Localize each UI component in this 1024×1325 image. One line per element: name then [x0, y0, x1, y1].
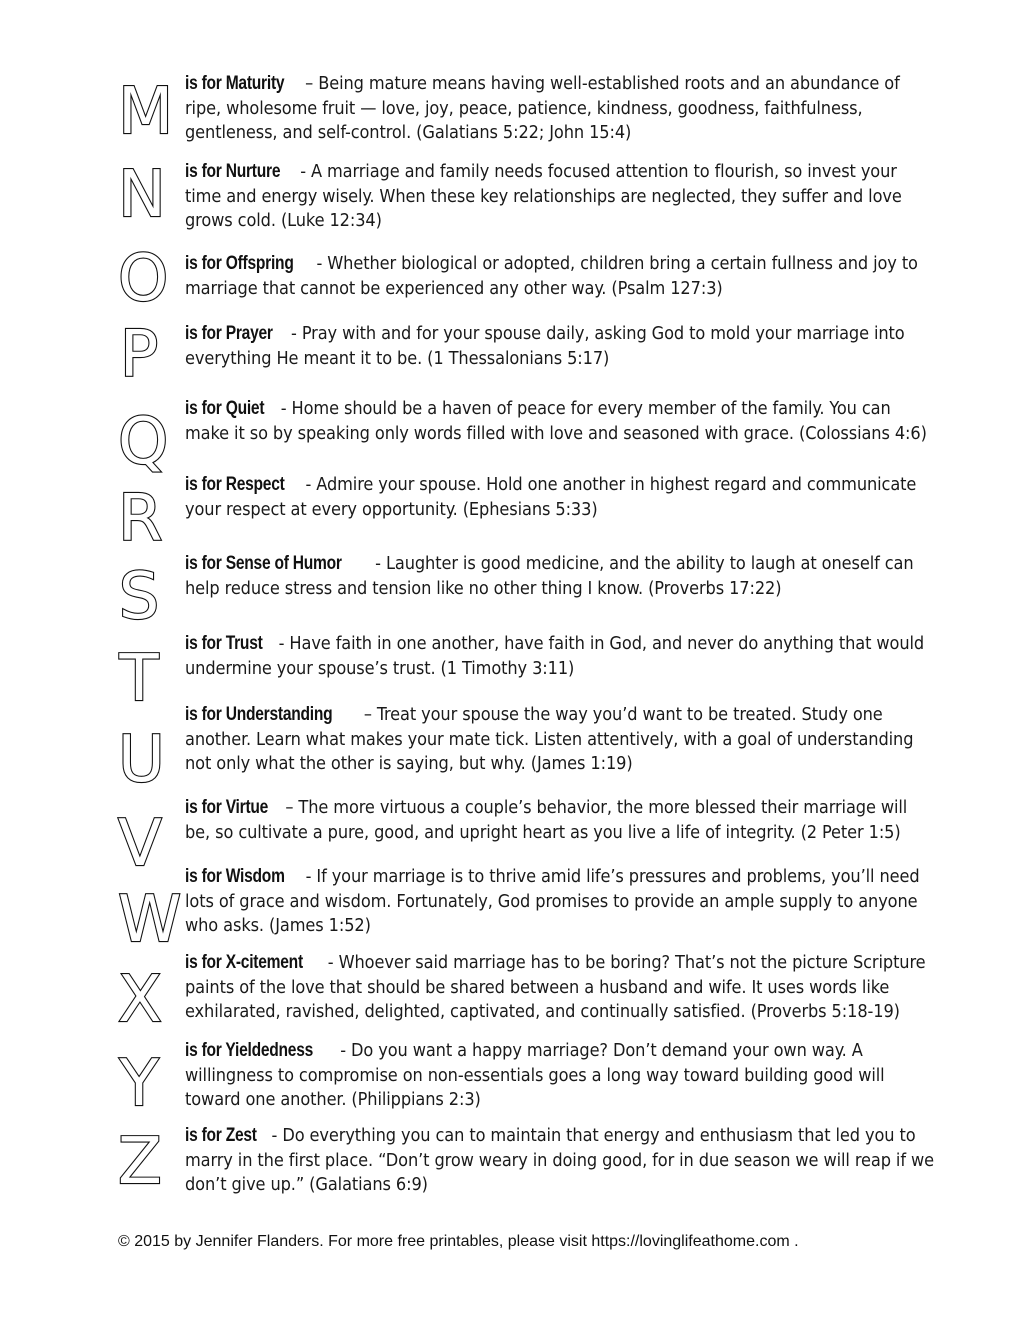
- entry-heading: is for Prayer: [185, 323, 273, 344]
- entry-separator: -: [286, 323, 302, 344]
- entry-text: [185, 865, 935, 939]
- entry-body: Whoever said marriage has to be boring? That’s not the picture Scripture paints of the love that should be shared between a husband and wife. It uses words like exhilarated, ravished, delighted, captivated, and continually satisfied. (Proverbs 5:18-19): [185, 952, 926, 1022]
- entry-body: Whether biological or adopted, children bring a certain fullness and joy to marriage that cannot be experienced any other way. (Psalm 127:3): [185, 253, 918, 299]
- big-letter-w: W: [118, 883, 182, 957]
- big-letter-v: V: [118, 807, 162, 881]
- entry-heading: is for Maturity: [185, 73, 285, 94]
- entry-text: [185, 160, 935, 234]
- entry-heading: is for Nurture: [185, 161, 281, 182]
- big-letter-y: Y: [119, 1047, 159, 1121]
- entry-separator: -: [370, 553, 386, 574]
- big-letter-x: X: [118, 963, 162, 1037]
- big-letter-r: R: [118, 482, 163, 556]
- entry-heading: is for Understanding: [185, 704, 333, 725]
- entry-heading: is for Trust: [185, 633, 263, 654]
- entry-text: [185, 552, 935, 601]
- entry-text: [185, 473, 935, 522]
- entry-heading: is for Zest: [185, 1125, 257, 1146]
- entry-body: Treat your spouse the way you’d want to be treated. Study one another. Learn what makes your mate tick. Listen attentively, with a goal of understanding not only what the other is saying, but why. (James 1:19): [185, 704, 914, 774]
- entry-separator: -: [311, 253, 328, 274]
- entry-text: [185, 72, 935, 146]
- entry-heading: is for Respect: [185, 474, 285, 495]
- entry-heading: is for Quiet: [185, 398, 265, 419]
- entry-body: Do you want a happy marriage? Don’t demand your own way. A willingness to compromise on non-essentials goes a long way toward building good will toward one another. (Philippians 2:3): [185, 1040, 885, 1110]
- entry-separator: -: [300, 474, 317, 495]
- entry-body: Admire your spouse. Hold one another in highest regard and communicate your respect at every opportunity. (Ephesians 5:33): [185, 474, 917, 520]
- big-letter-z: Z: [118, 1125, 162, 1199]
- entry-text: [185, 322, 935, 371]
- entry-text: [185, 951, 935, 1025]
- big-letter-q: Q: [118, 405, 169, 479]
- entry-text: [185, 1039, 935, 1113]
- entry-body: Being mature means having well-established roots and an abundance of ripe, wholesome fruit — love, joy, peace, patience, kindness, goodness, faithfulness, gentleness, and self-control. (Galatians 5:22; John 15:4): [185, 73, 900, 143]
- big-letter-o: O: [118, 242, 169, 316]
- entry-heading: is for Virtue: [185, 797, 269, 818]
- big-letter-s: S: [118, 560, 160, 634]
- entry-text: [185, 796, 935, 845]
- entry-body: If your marriage is to thrive amid life’s pressures and problems, you’ll need lots of grace and wisdom. Fortunately, God promises to provide an ample supply to anyone who asks. (James 1:52): [185, 866, 920, 936]
- entry-separator: -: [275, 398, 292, 419]
- entry-body: Do everything you can to maintain that energy and enthusiasm that led you to marry in the first place. “Don’t grow weary in doing good, for in due season we will reap if we don’t give up.” (Galatians 6:9): [185, 1125, 934, 1195]
- entry-text: [185, 1124, 935, 1198]
- big-letter-p: P: [119, 318, 159, 392]
- entry-separator: -: [295, 161, 311, 182]
- copyright-footer: © 2015 by Jennifer Flanders. For more free printables, please visit https://lovinglifeathome.com .: [118, 1233, 799, 1250]
- entry-body: The more virtuous a couple’s behavior, the more blessed their marriage will be, so cultivate a pure, good, and upright heart as you live a life of integrity. (2 Peter 1:5): [185, 797, 908, 843]
- entry-separator: –: [280, 797, 299, 818]
- entry-heading: is for Offspring: [185, 253, 294, 274]
- entry-separator: -: [335, 1040, 351, 1061]
- entry-body: Home should be a haven of peace for every member of the family. You can make it so by speaking only words filled with love and seasoned with grace. (Colossians 4:6): [185, 398, 927, 444]
- entry-heading: is for Sense of Humor: [185, 553, 342, 574]
- entry-body: Have faith in one another, have faith in God, and never do anything that would undermine your spouse’s trust. (1 Timothy 3:11): [185, 633, 925, 679]
- entry-separator: -: [322, 952, 339, 973]
- entry-heading: is for Yieldedness: [185, 1040, 314, 1061]
- entry-heading: is for X-citement: [185, 952, 303, 973]
- big-letter-m: M: [118, 75, 174, 149]
- big-letter-t: T: [119, 642, 159, 716]
- entry-separator: –: [300, 73, 319, 94]
- entry-separator: –: [358, 704, 377, 725]
- entry-body: A marriage and family needs focused attention to flourish, so invest your time and energy wisely. When these key relationships are neglected, they suffer and love grows cold. (Luke 12:34): [185, 161, 902, 231]
- entry-separator: -: [273, 633, 290, 654]
- entry-body: Pray with and for your spouse daily, asking God to mold your marriage into everything He meant it to be. (1 Thessalonians 5:17): [185, 323, 905, 369]
- entry-text: [185, 397, 935, 446]
- entry-separator: -: [300, 866, 317, 887]
- big-letter-n: N: [118, 158, 166, 232]
- entry-heading: is for Wisdom: [185, 866, 285, 887]
- entry-body: Laughter is good medicine, and the ability to laugh at oneself can help reduce stress and tension like no other thing I know. (Proverbs 17:22): [185, 553, 914, 599]
- entry-text: [185, 632, 935, 681]
- big-letter-u: U: [118, 723, 165, 797]
- entry-text: [185, 703, 935, 777]
- entry-text: [185, 252, 935, 301]
- entry-separator: -: [266, 1125, 283, 1146]
